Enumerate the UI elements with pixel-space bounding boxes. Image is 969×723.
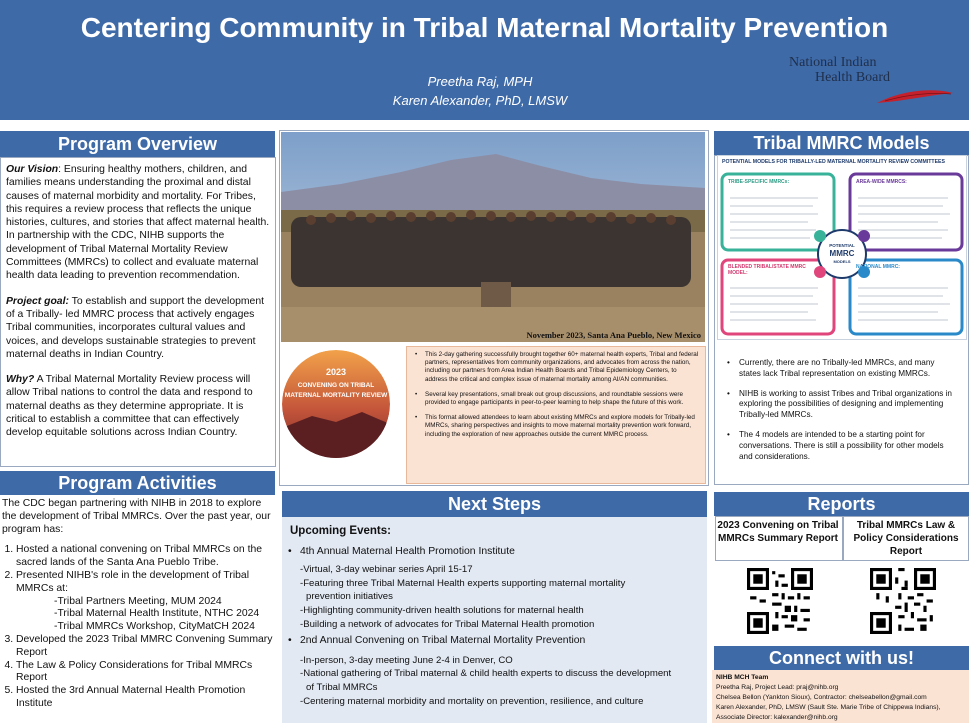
activity-item	[16, 570, 274, 634]
photo-caption: November 2023, Santa Ana Pueblo, New Mexico	[526, 330, 701, 340]
goal-text: To establish and support the development of a Tribally- led MMRC process that actively engages Tribal communities, incorporates cultural values and voices, and develops sustainable strategies to prevent maternal deaths in Indian Country.	[6, 295, 264, 360]
logo-line-1: National Indian	[789, 55, 877, 70]
activity-item: 1. Hosted a national convening on Tribal MMRCs on the sacred lands of the Santa Ana Pueblo Tribe.	[16, 544, 274, 570]
convening-bullet: • Several key presentations, small break out group discussions, and roundtable sessions were provided to engage participants in peer-to-peer learning to help shape the future of this work.	[415, 391, 699, 407]
authors	[380, 72, 580, 110]
vision-text: : Ensuring healthy mothers, children, and families means understanding the proximal and distal causes of maternal morbidity and mortality. For Tribes, this requires a review process that reflects the unique histories, cultures, and stories that affect maternal health. In partnership with the CDC, NIHB supports the development of Tribal Maternal Mortality Review Committees (MMRCs) to collect and evaluate maternal health data leading to prevention recommendation.	[6, 164, 270, 282]
next-steps-heading-text: Next Steps	[447, 494, 542, 514]
logo-line-2: Health Board	[815, 70, 891, 85]
activities-intro: The CDC began partnering with NIHB in 2018 to explore the development of Tribal MMRCs. Over the past year, our program has:	[2, 498, 271, 535]
convening-bullet: • This 2-day gathering successfully brought together 60+ maternal health experts, Tribal and federal partners, representatives from community organizations, and advocates from across the nation, including our partners from Area Indian Health Boards and Tribal Epidemiology Centers, to address the critical and complex issue of maternal mortality among AI/AN communities.	[415, 351, 699, 384]
activity-item: 4. The Law & Policy Considerations for Tribal MMRCs Report	[16, 660, 274, 686]
next-steps-box	[282, 517, 707, 723]
why-label: Why?	[6, 374, 35, 386]
upcoming-events-label: Upcoming Events:	[290, 525, 391, 537]
activity-item: 5. Hosted the 3rd Annual Maternal Health Promotion Institute	[16, 685, 274, 711]
event-1-title: • 4th Annual Maternal Health Promotion Institute	[300, 546, 515, 557]
vision-label: Our Vision	[6, 164, 59, 175]
contact-line[interactable]: Preetha Raj, Project Lead: praj@nihb.org	[716, 684, 839, 691]
qr-code-summary-report[interactable]	[747, 568, 813, 634]
activity-item: 3. Developed the 2023 Tribal MMRC Convening Summary Report	[16, 634, 274, 660]
author-2: Karen Alexander, PhD, LMSW	[392, 93, 568, 108]
event-1-line: -Highlighting community-driven health solutions for maternal health	[300, 605, 584, 616]
program-activities-heading-text: Program Activities	[58, 473, 217, 493]
connect-heading-text: Connect with us!	[769, 648, 914, 668]
qr-code-law-policy-report[interactable]	[870, 568, 936, 634]
graphic-title: POTENTIAL MODELS FOR TRIBALLY-LED MATERNAL MORTALITY REVIEW COMMITTEES	[722, 159, 945, 165]
contact-line: Karen Alexander, PhD, LMSW (Sault Ste. Marie Tribe of Chippewa Indians),	[716, 704, 941, 711]
group-photo	[281, 132, 705, 342]
reports-heading-text: Reports	[807, 494, 876, 514]
activity-subitem: -Tribal MMRCs Workshop, CityMatCH 2024	[54, 621, 255, 633]
why-paragraph	[6, 373, 271, 439]
models-bullet: • NIHB is working to assist Tribes and Tribal organizations in exploring the possibilities of designing and implementing Tribally-led MMRCs.	[727, 389, 957, 421]
event-2-line: of Tribal MMRCs	[306, 682, 378, 693]
feather-icon	[875, 85, 955, 107]
center-label-3: MODELS	[833, 259, 851, 264]
badge-line-2: MATERNAL MORTALITY REVIEW	[284, 392, 388, 399]
poster-title: Centering Community in Tribal Maternal Mortality Prevention	[80, 12, 889, 43]
activity-item-text: Presented NIHB's role in the development of Tribal MMRCs at:	[16, 569, 250, 594]
connect-box	[712, 670, 969, 723]
activities-list	[2, 544, 274, 710]
activity-subitem: -Tribal Maternal Health Institute, NTHC 2024	[54, 608, 260, 620]
report-right-label[interactable]: Tribal MMRCs Law & Policy Considerations Report	[853, 520, 959, 557]
team-name: NIHB MCH Team	[716, 674, 769, 681]
program-activities-heading	[0, 471, 275, 495]
quadrant-label: BLENDED TRIBAL/STATE MMRC MODEL:	[728, 264, 806, 276]
goal-paragraph	[6, 295, 271, 361]
program-activities-body	[2, 498, 274, 711]
mmrc-models-graphic	[717, 155, 967, 340]
quadrant-label: AREA-WIDE MMRCS:	[856, 179, 907, 185]
author-1: Preetha Raj, MPH	[427, 74, 533, 89]
nihb-logo	[785, 55, 955, 110]
convening-summary-box	[406, 346, 706, 484]
program-overview-heading	[0, 131, 275, 157]
convening-bullet: • This format allowed attendees to learn about existing MMRCs and explore models for Tribally-led MMRCs, sharing perspectives and insights to move maternal mortality prevention work forward, including the exploration of new approaches outside the current MMRC process.	[415, 414, 699, 439]
reports-heading	[714, 492, 969, 516]
why-text: A Tribal Maternal Mortality Review process will allow Tribal nations to control the data and respond to maternal deaths as they determine appropriate. It is critical to establish a committee that can effectively develop equitable solutions across Indian Country.	[6, 374, 253, 439]
event-2-line: -Centering maternal morbidity and mortality on prevention, resilience, and culture	[300, 696, 644, 707]
event-1-line: -Building a network of advocates for Tribal Maternal Health promotion	[300, 619, 595, 630]
quadrant-label: NATIONAL MMRC:	[856, 264, 900, 270]
event-1-line: -Virtual, 3-day webinar series April 15-17	[300, 564, 473, 575]
tribal-models-heading	[714, 131, 969, 155]
models-bullet: • Currently, there are no Tribally-led MMRCs, and many states lack Tribal representation on existing MMRCs.	[727, 358, 957, 380]
next-steps-heading	[282, 491, 707, 517]
center-label-1: POTENTIAL	[829, 243, 855, 248]
convening-bullet-list	[415, 351, 699, 439]
event-2-line: -In-person, 3-day meeting June 2-4 in Denver, CO	[300, 655, 513, 666]
badge-line-1: CONVENING ON TRIBAL	[297, 382, 375, 389]
activity-subitem: -Tribal Partners Meeting, MUM 2024	[54, 595, 222, 607]
event-1-line: prevention initiatives	[306, 591, 393, 602]
event-1-line: -Featuring three Tribal Maternal Health experts supporting maternal mortality	[300, 578, 626, 589]
tribal-models-heading-text: Tribal MMRC Models	[753, 133, 930, 153]
vision-paragraph	[6, 163, 271, 283]
models-bullet: • The 4 models are intended to be a starting point for conversations. There is still a possibility for other models and considerations.	[727, 430, 957, 462]
contact-line[interactable]: Chelsea Bellon (Yankton Sioux), Contractor: chelseabellon@gmail.com	[716, 694, 927, 701]
center-label-2: MMRC	[829, 249, 855, 258]
report-left-label[interactable]: 2023 Convening on Tribal MMRCs Summary Report	[717, 520, 839, 544]
program-overview-body	[6, 163, 271, 452]
models-bullet-list	[727, 358, 957, 471]
quadrant-label: TRIBE-SPECIFIC MMRCs:	[728, 179, 790, 185]
event-2-title: • 2nd Annual Convening on Tribal Maternal Mortality Prevention	[300, 635, 585, 646]
program-overview-heading-text: Program Overview	[57, 134, 218, 154]
event-2-line: -National gathering of Tribal maternal & child health experts to discuss the development	[300, 668, 672, 679]
convening-badge	[282, 350, 390, 458]
contact-line[interactable]: Associate Director: kalexander@nihb.org	[716, 714, 838, 721]
badge-year: 2023	[325, 367, 347, 377]
connect-heading	[714, 646, 969, 670]
goal-label: Project goal:	[6, 295, 69, 307]
